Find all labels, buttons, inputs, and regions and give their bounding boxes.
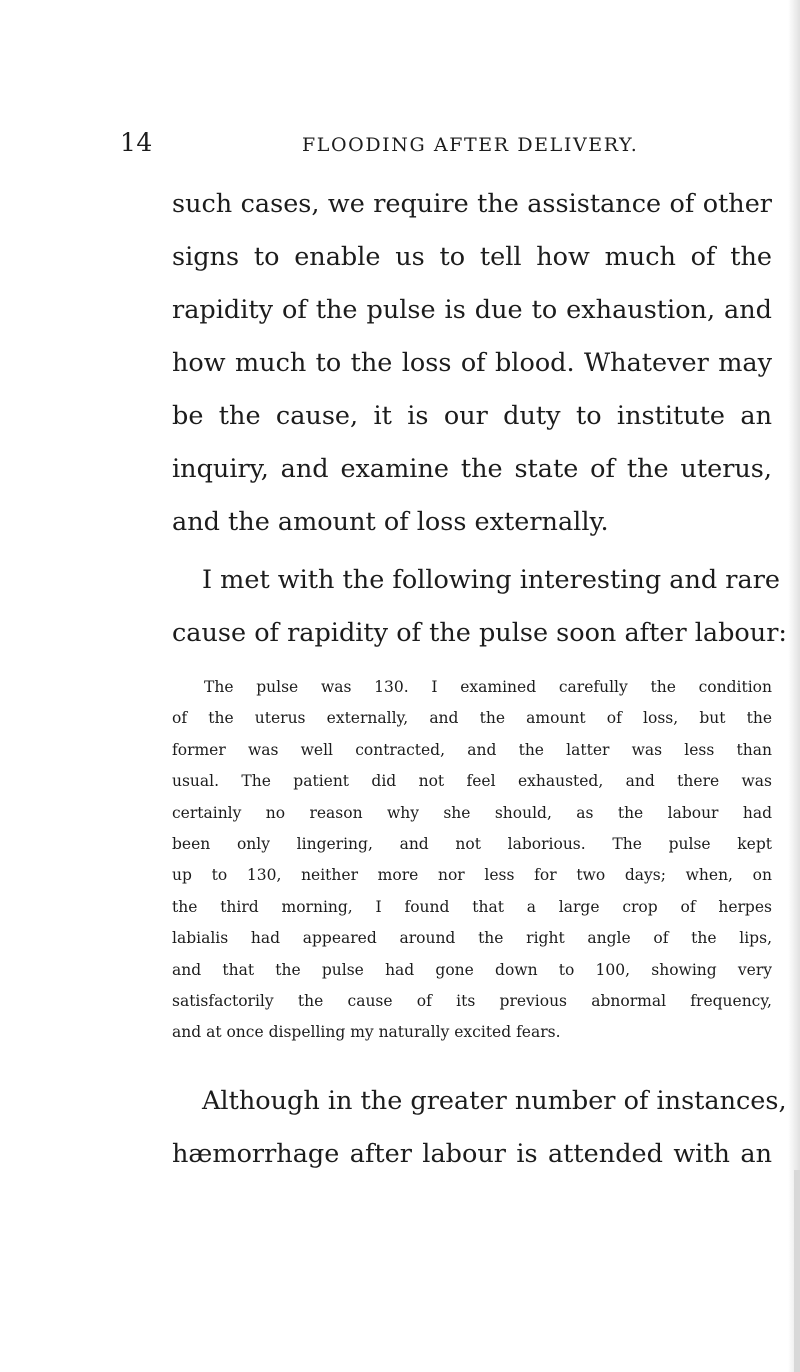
extract-line: of the uterus externally, and the amount of loss, but the — [172, 709, 772, 728]
paragraph-3 — [172, 1075, 787, 1181]
extract-line: and that the pulse had gone down to 100, showing very — [172, 960, 772, 979]
page-number: 14 — [120, 128, 153, 157]
extract-line: certainly no reason why she should, as the labour had — [172, 803, 772, 822]
running-title: FLOODING AFTER DELIVERY. — [302, 134, 639, 156]
paragraph-1 — [172, 178, 772, 549]
text-line: how much to the loss of blood. Whatever may — [172, 348, 772, 378]
text-line: rapidity of the pulse is due to exhaustion, and — [172, 295, 772, 325]
text-line: signs to enable us to tell how much of the — [172, 242, 772, 272]
extract-line: the third morning, I found that a large crop of herpes — [172, 897, 772, 916]
extract-line: been only lingering, and not laborious. The pulse kept — [172, 834, 772, 853]
text-line: cause of rapidity of the pulse soon after labour: — [172, 618, 787, 648]
text-line: be the cause, it is our duty to institute an — [172, 401, 772, 431]
extract-line: usual. The patient did not feel exhausted, and there was — [172, 772, 772, 791]
running-head — [0, 118, 800, 158]
extract-line: satisfactorily the cause of its previous abnormal frequency, — [172, 991, 772, 1010]
text-line: such cases, we require the assistance of other — [172, 189, 772, 219]
text-line: hæmorrhage after labour is attended with an — [172, 1138, 772, 1169]
extract-line: up to 130, neither more nor less for two days; when, on — [172, 866, 772, 885]
extract-line: former was well contracted, and the latter was less than — [172, 740, 772, 759]
extract-line: The pulse was 130. I examined carefully the condition — [204, 678, 772, 696]
extract-line: and at once dispelling my naturally excited fears. — [172, 1023, 561, 1042]
text-line: Although in the greater number of instances, — [202, 1085, 787, 1116]
body-text — [172, 178, 787, 1181]
text-line: I met with the following interesting and rare — [202, 565, 780, 595]
case-extract — [172, 672, 772, 1049]
text-line: inquiry, and examine the state of the uterus, — [172, 454, 772, 484]
page-edge-shadow — [788, 0, 800, 1372]
page-edge-strip — [794, 1170, 800, 1372]
extract-line: labialis had appeared around the right angle of the lips, — [172, 929, 772, 948]
text-line: and the amount of loss externally. — [172, 507, 609, 537]
paragraph-2 — [172, 554, 787, 660]
